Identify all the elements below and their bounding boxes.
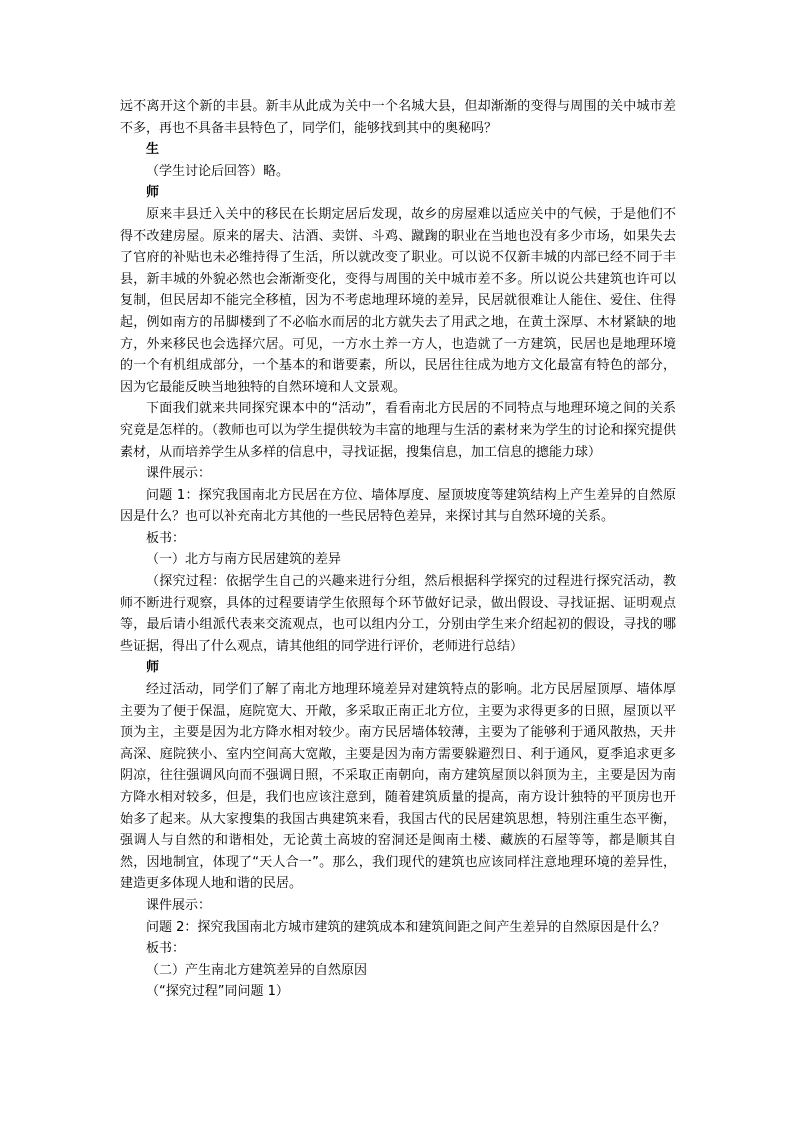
section-label: 课件展示：	[146, 897, 212, 913]
section-label: 板书：	[146, 941, 186, 957]
question-paragraph: 问题 1：探究我国南北方民居在方位、墙体厚度、屋顶坡度等建筑结构上产生差异的自然原因是什么？也可以补充南北方其他的一些民居特色差异，来探讨其与自然环境的关系。	[120, 487, 676, 525]
speaker-label: 生	[146, 142, 160, 158]
paragraph: （“探究过程”同问题 1）	[146, 984, 289, 1000]
question-paragraph: 问题 2：探究我国南北方城市建筑的建筑成本和建筑间距之间产生差异的自然原因是什么？	[146, 919, 666, 935]
speaker-label: 师	[146, 185, 160, 201]
board-heading: （一）北方与南方民居建筑的差异	[146, 552, 342, 568]
speaker-label: 师	[146, 660, 160, 676]
board-heading: （二）产生南北方建筑差异的自然原因	[146, 962, 368, 978]
document-body	[120, 96, 676, 1003]
section-label: 课件展示：	[146, 466, 212, 482]
paragraph: 远不离开这个新的丰县。新丰从此成为关中一个名城大县，但却渐渐的变得与周围的关中城市差不多，再也不具备丰县特色了，同学们，能够找到其中的奥秘吗？	[120, 99, 676, 136]
paragraph: （学生讨论后回答）略。	[146, 163, 290, 179]
paragraph: 原来丰县迁入关中的移民在长期定居后发现，故乡的房屋难以适应关中的气候，于是他们不得不改建房屋。原来的屠夫、沽酒、卖饼、斗鸡、蹴踘的职业在当地也没有多少市场，如果失去了官府的补贴也未必维持得了生活，所以就改变了职业。可以说不仅新丰城的内部已经不同于丰县，新丰城的外貌必然也会渐渐变化，变得与周围的关中城市差不多。所以说公共建筑也许可以复制，但民居却不能完全移植，因为不考虑地理环境的差异，民居就很难让人能住、爱住、住得起，例如南方的吊脚楼到了不必临水而居的北方就失去了用武之地，在黄土深厚、木材紧缺的地方，外来移民也会选择穴居。可见，一方水土养一方人，也造就了一方建筑，民居也是地理环境的一个有机组成部分，一个基本的和谐要素，所以，民居往往成为地方文化最富有特色的部分，因为它最能反映当地独特的自然环境和人文景观。	[120, 206, 676, 395]
section-label: 板书：	[146, 530, 186, 546]
paragraph: 经过活动，同学们了解了南北方地理环境差异对建筑特点的影响。北方民居屋顶厚、墙体厚主要为了便于保温，庭院宽大、开敞，多采取正南正北方位，主要为求得更多的日照，屋顶以平顶为主，主要是因为北方降水相对较少。南方民居墙体较薄，主要为了能够利于通风散热，天井高深、庭院狭小、室内空间高大宽敞，主要是因为南方需要躲避烈日、利于通风，夏季追求更多阴凉，往往强调风向而不强调日照，不采取正南朝向，南方建筑屋顶以斜顶为主，主要是因为南方降水相对较多，但是，我们也应该注意到，随着建筑质量的提高，南方设计独特的平顶房也开始多了起来。从大家搜集的我国古典建筑来看，我国古代的民居建筑思想，特别注重生态平衡，强调人与自然的和谐相处，无论黄土高坡的窑洞还是闽南土楼、藏族的石屋等等，都是顺其自然，因地制宜，体现了“天人合一”。那么，我们现代的建筑也应该同样注意地理环境的差异性，建造更多体现人地和谐的民居。	[120, 682, 676, 892]
paragraph: （探究过程：依据学生自己的兴趣来进行分组，然后根据科学探究的过程进行探究活动，教师不断进行观察，具体的过程要请学生依照每个环节做好记录，做出假设、寻找证据、证明观点等，最后请小组派代表来交流观点，也可以组内分工，分别由学生来介绍起初的假设，寻找的哪些证据，得出了什么观点，请其他组的同学进行评价，老师进行总结）	[120, 574, 676, 654]
paragraph: 下面我们就来共同探究课本中的“活动”，看看南北方民居的不同特点与地理环境之间的关系究竟是怎样的。（教师也可以为学生提供较为丰富的地理与生活的素材来为学生的讨论和探究提供素材，从而培养学生从多样的信息中，寻找证据，搜集信息，加工信息的摠能力球）	[120, 401, 676, 460]
